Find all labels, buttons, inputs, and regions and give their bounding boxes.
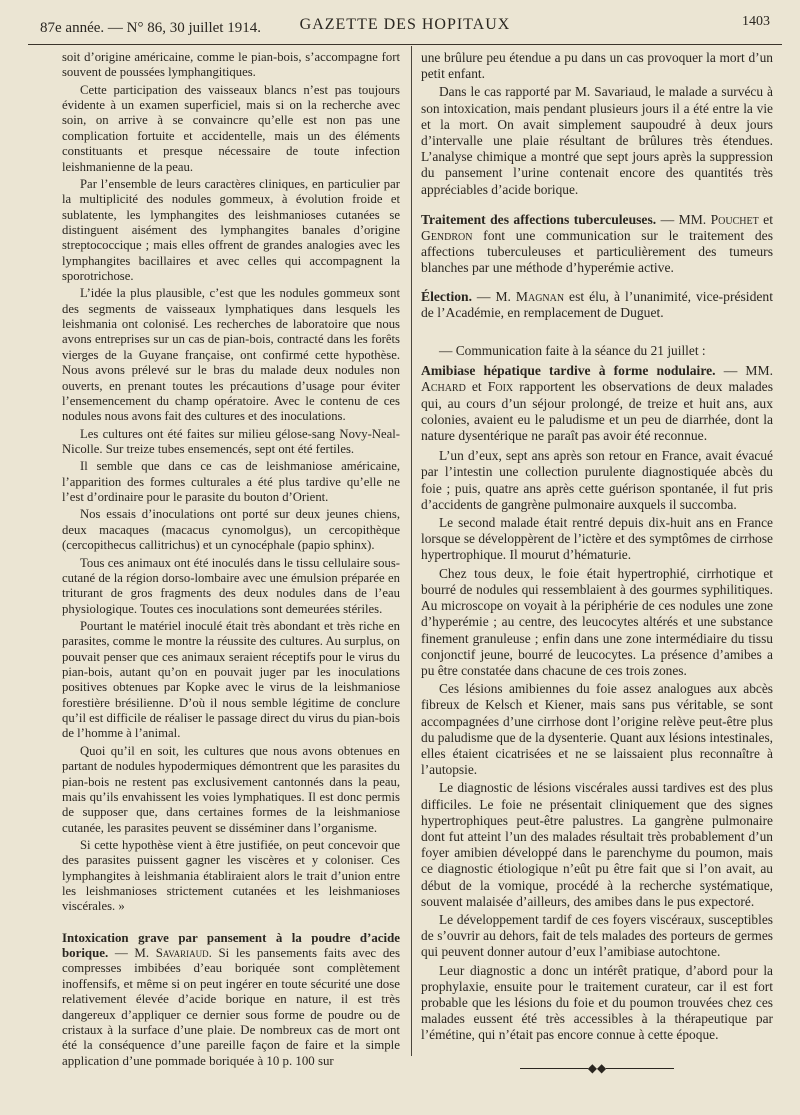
section-author: Achard [421, 379, 466, 395]
paragraph: Pourtant le matériel inoculé était très abondant et très riche en parasites, comme le montre la réussite des cultures. Au surplus, on pouvait penser que ces animaux seraient réceptifs pour le virus du pian-bois, autant qu’on en pouvait juger par les inoculations positives obtenues par Kopke avec le virus de la leishmaniose forestière brésilienne. D’où il nous semble légitime de conclure qu’il est difficile de réaliser le passage direct du virus du pian-bois de l’homme à l’animal. [62, 618, 400, 741]
paragraph: L’un d’eux, sept ans après son retour en France, avait évacué par l’intestin une collection purulente diagnostiquée abcès du foie ; puis, quatre ans après cette guérison spontanée, il fut pris d’accidents de gangrène pulmonaire auxquels il succomba. [421, 448, 773, 512]
end-ornament [421, 1060, 773, 1076]
paragraph: L’idée la plus plausible, c’est que les nodules gommeux sont des segments de vaisseaux lymphatiques dans lesquels les leishmania ont colonisé. Les recherches de laboratoire que nous avons entreprises sur un cas de pian-bois, contracté dans les forêts vierges de la Guyane française, ont confirmé cette hypothèse. Nous avons prélevé sur le bras du malade deux nodules non ouverts, en prenant toutes les précautions d’usage pour éviter l’ensemencement du champ opératoire. Avec le contenu de ces nodules nous avons fait des cultures et des inoculations. [62, 286, 400, 424]
issue-info: 87e année. — N° 86, 30 juillet 1914. [40, 20, 261, 36]
paragraph: Cette participation des vaisseaux blancs n’est pas toujours évidente à un examen superficiel, mais si on la recherche avec soin, on arrive à se convaincre qu’elle est non pas une complication fortuite et accidentelle, mais un des éléments constituants et presque nécessaire de toute infection leishmanienne de la peau. [62, 82, 400, 174]
ornament-line [520, 1068, 588, 1069]
ornament-diamond: ◆◆ [587, 1060, 607, 1075]
paragraph: Si cette hypothèse vient à être justifiée, on peut concevoir que des parasites puissent gagner les viscères et y coloniser. Ces lymphangites à leishmania établiraient alors le trait d’union entre les leishmanioses strictement cutanées et les leishmanioses viscérales. » [62, 837, 400, 914]
paragraph: Le diagnostic de lésions viscérales aussi tardives est des plus difficiles. Le foie ne présentait cliniquement que des signes hypertrophiques peut-être palustres. La gangrène pulmonaire dont fut atteint l’un des malades résultait très probablement d’un foyer amibien développé dans le parenchyme du poumon, mais ce diagnostic étiologique n’eût pu être fait que si l’on avait, au début de la vomique, procédé à la recherche systématique, souvent malaisée d’ailleurs, des amibes dans le pus expectoré. [421, 780, 773, 909]
paragraph: Ces lésions amibiennes du foie assez analogues aux abcès fibreux de Kelsch et Kiener, mais sans pus véritable, se sont accompagnées d’une cirrhose dont l’origine relève peut-être plus du paludisme que de la dysenterie. Quant aux lésions intestinales, elles étaient cicatrisées et ne se laissaient plus reconnaître à l’autopsie. [421, 681, 773, 778]
section-election [421, 289, 773, 321]
right-column [421, 50, 773, 1076]
section-text: est élu, à l’unanimité, vice-président de l’Académie, en remplacement de Duguet. [421, 288, 773, 320]
left-column [62, 50, 400, 1073]
paragraph: Tous ces animaux ont été inoculés dans le tissu cellulaire sous-cutané de la région dorso-lombaire avec une émulsion préparée en triturant de gros fragments des deux nodules dans de l’eau physiologique. Toutes ces inoculations sont demeurées stériles. [62, 555, 400, 616]
paragraph: Chez tous deux, le foie était hypertrophié, cirrhotique et bourré de nodules qui ressemblaient à des gourmes syphilitiques. Au microscope on voyait à la périphérie de ces nodules une zone d’hyperémie ; au centre, des leucocytes altérés et une substance finement granuleuse ; enfin dans une zone intermédiaire du tissu conjonctif jeune, bourré de leucocytes. La présence d’amibes a pu être constatée dans chacune de ces trois zones. [421, 565, 773, 678]
header-rule [28, 44, 782, 45]
section-author: Magnan [515, 288, 565, 304]
section-mid: et [465, 379, 488, 395]
section-text: rapportent les observations de deux malades qui, au cours d’un séjour prolongé, de treize et huit ans, aux colonies, avaient eu le paludisme et un peu de diarrhée, dont la nature dysentérique ne paraît pas avoir été reconnue. [421, 379, 774, 444]
paragraph: Dans le cas rapporté par M. Savariaud, le malade a survécu à son intoxication, mais pendant plusieurs jours il a été entre la vie et la mort. On avait simplement saupoudré à deux jours d’intervalle une plaie résultant de brûlures très étendues. L’analyse chimique a montré que sept jours après la suppression du pansement l’urine contenait encore des quantités très appréciables d’acide borique. [421, 84, 773, 197]
section-title: Élection. [421, 288, 472, 304]
communication-note: — Communication faite à la séance du 21 juillet : [439, 343, 706, 359]
page-number: 1403 [742, 14, 770, 29]
paragraph: Leur diagnostic a donc un intérêt pratique, d’abord pour la prophylaxie, ensuite pour le traitement curateur, car il est fort probable que les lésions du foie et du poumon trouvées chez ces malades eussent été très accessibles à la thérapeutique par l’émétine, qui n’était pas encore connue à cette époque. [421, 962, 773, 1043]
ornament-line [606, 1068, 674, 1069]
section-text: . Si les pansements faits avec des compresses imbibées d’eau boriquée sont complètement inoffensifs, et même si on peut ingérer en toute sécurité une dose relativement élevée d’acide borique en nature, il est très dangereux d’appliquer ce dernier sous forme de poudre ou de cristaux à la surface d’une plaie. De nombreux cas de mort ont été la conséquence d’une pareille façon de faire et la simple application d’une pommade boriquée à 10 p. 100 sur [62, 946, 400, 1068]
section-intro: — MM. [656, 211, 711, 227]
paragraph: Les cultures ont été faites sur milieu gélose-sang Novy-Neal-Nicolle. Sur treize tubes ensemencés, sept ont été fertiles. [62, 426, 400, 456]
paragraph: Par l’ensemble de leurs caractères cliniques, en particulier par la multiplicité des nodules gommeux, à évolution froide et sublatente, les lymphangites des leishmanioses cutanées se distinguent aisément des lymphangites banales d’origine streptococcique ; mais elles offrent de grandes analogies avec les lymphangites bacillaires et avec celles qui accompagnent la sporotrichose. [62, 176, 400, 284]
paragraph: Le second malade était rentré depuis dix-huit ans en France lorsque se développèrent de l’ictère et des symptômes de cirrhose hypertrophique. Il mourut d’hématurie. [421, 515, 773, 563]
section-amibiase [421, 363, 773, 444]
section-title: Intoxication grave par pansement à la poudre d’acide borique. [62, 930, 400, 961]
paragraph: Nos essais d’inoculations ont porté sur deux jeunes chiens, deux macaques (macacus cynomolgus), un cercopithèque (cercopithecus callitrichus) et un cynocéphale (papio sphinx). [62, 507, 400, 553]
section-intoxication [62, 931, 400, 1069]
section-intro: — M. [471, 288, 516, 304]
section-title: Traitement des affections tuberculeuses. [421, 211, 657, 227]
section-author: Savariaud [155, 946, 209, 961]
paragraph: une brûlure peu étendue a pu dans un cas provoquer la mort d’un petit enfant. [421, 50, 773, 82]
paragraph: soit d’origine américaine, comme le pian-bois, s’accompagne fort souvent de poussées lymphangitiques. [62, 50, 400, 80]
paragraph: Quoi qu’il en soit, les cultures que nous avons obtenues en partant de nodules hypodermiques démontrent que les parasites du pian-bois ne restent pas exclusivement cantonnés dans la peau, mais qu’ils envahissent les voies lymphatiques. Il est donc permis de supposer que, dans certaines formes de la leishmaniose cutanée, les parasites peuvent se disséminer dans l’organisme. [62, 743, 400, 835]
paragraph: Le développement tardif de ces foyers viscéraux, susceptibles de s’ouvrir au dehors, fait de tels malades des porteurs de germes qui peuvent donner autour d’eux l’amibiase autochtone. [421, 911, 773, 960]
section-intro: — MM. [715, 363, 774, 379]
column-separator [411, 46, 412, 1056]
paragraph: Il semble que dans ce cas de leishmaniose américaine, l’apparition des formes culturales a été plus tardive qu’elle ne l’est d’ordinaire pour le parasite du bouton d’Orient. [62, 459, 400, 505]
section-intro: — M. [108, 946, 156, 961]
section-author: Pouchet [710, 211, 759, 227]
section-mid: et [758, 211, 773, 227]
section-tuberculous [421, 212, 773, 277]
section-author: Foix [487, 379, 514, 395]
section-title: Amibiase hépatique tardive à forme nodulaire. [421, 363, 716, 379]
page-header [40, 14, 770, 42]
spacer [421, 325, 773, 343]
journal-title: GAZETTE DES HOPITAUX [299, 16, 511, 33]
section-author: Gendron [421, 228, 473, 244]
section-text: font une communication sur le traitement des affections tuberculeuses et particulièrement des tumeurs blanches par une méthode d’hyperémie active. [421, 228, 773, 276]
